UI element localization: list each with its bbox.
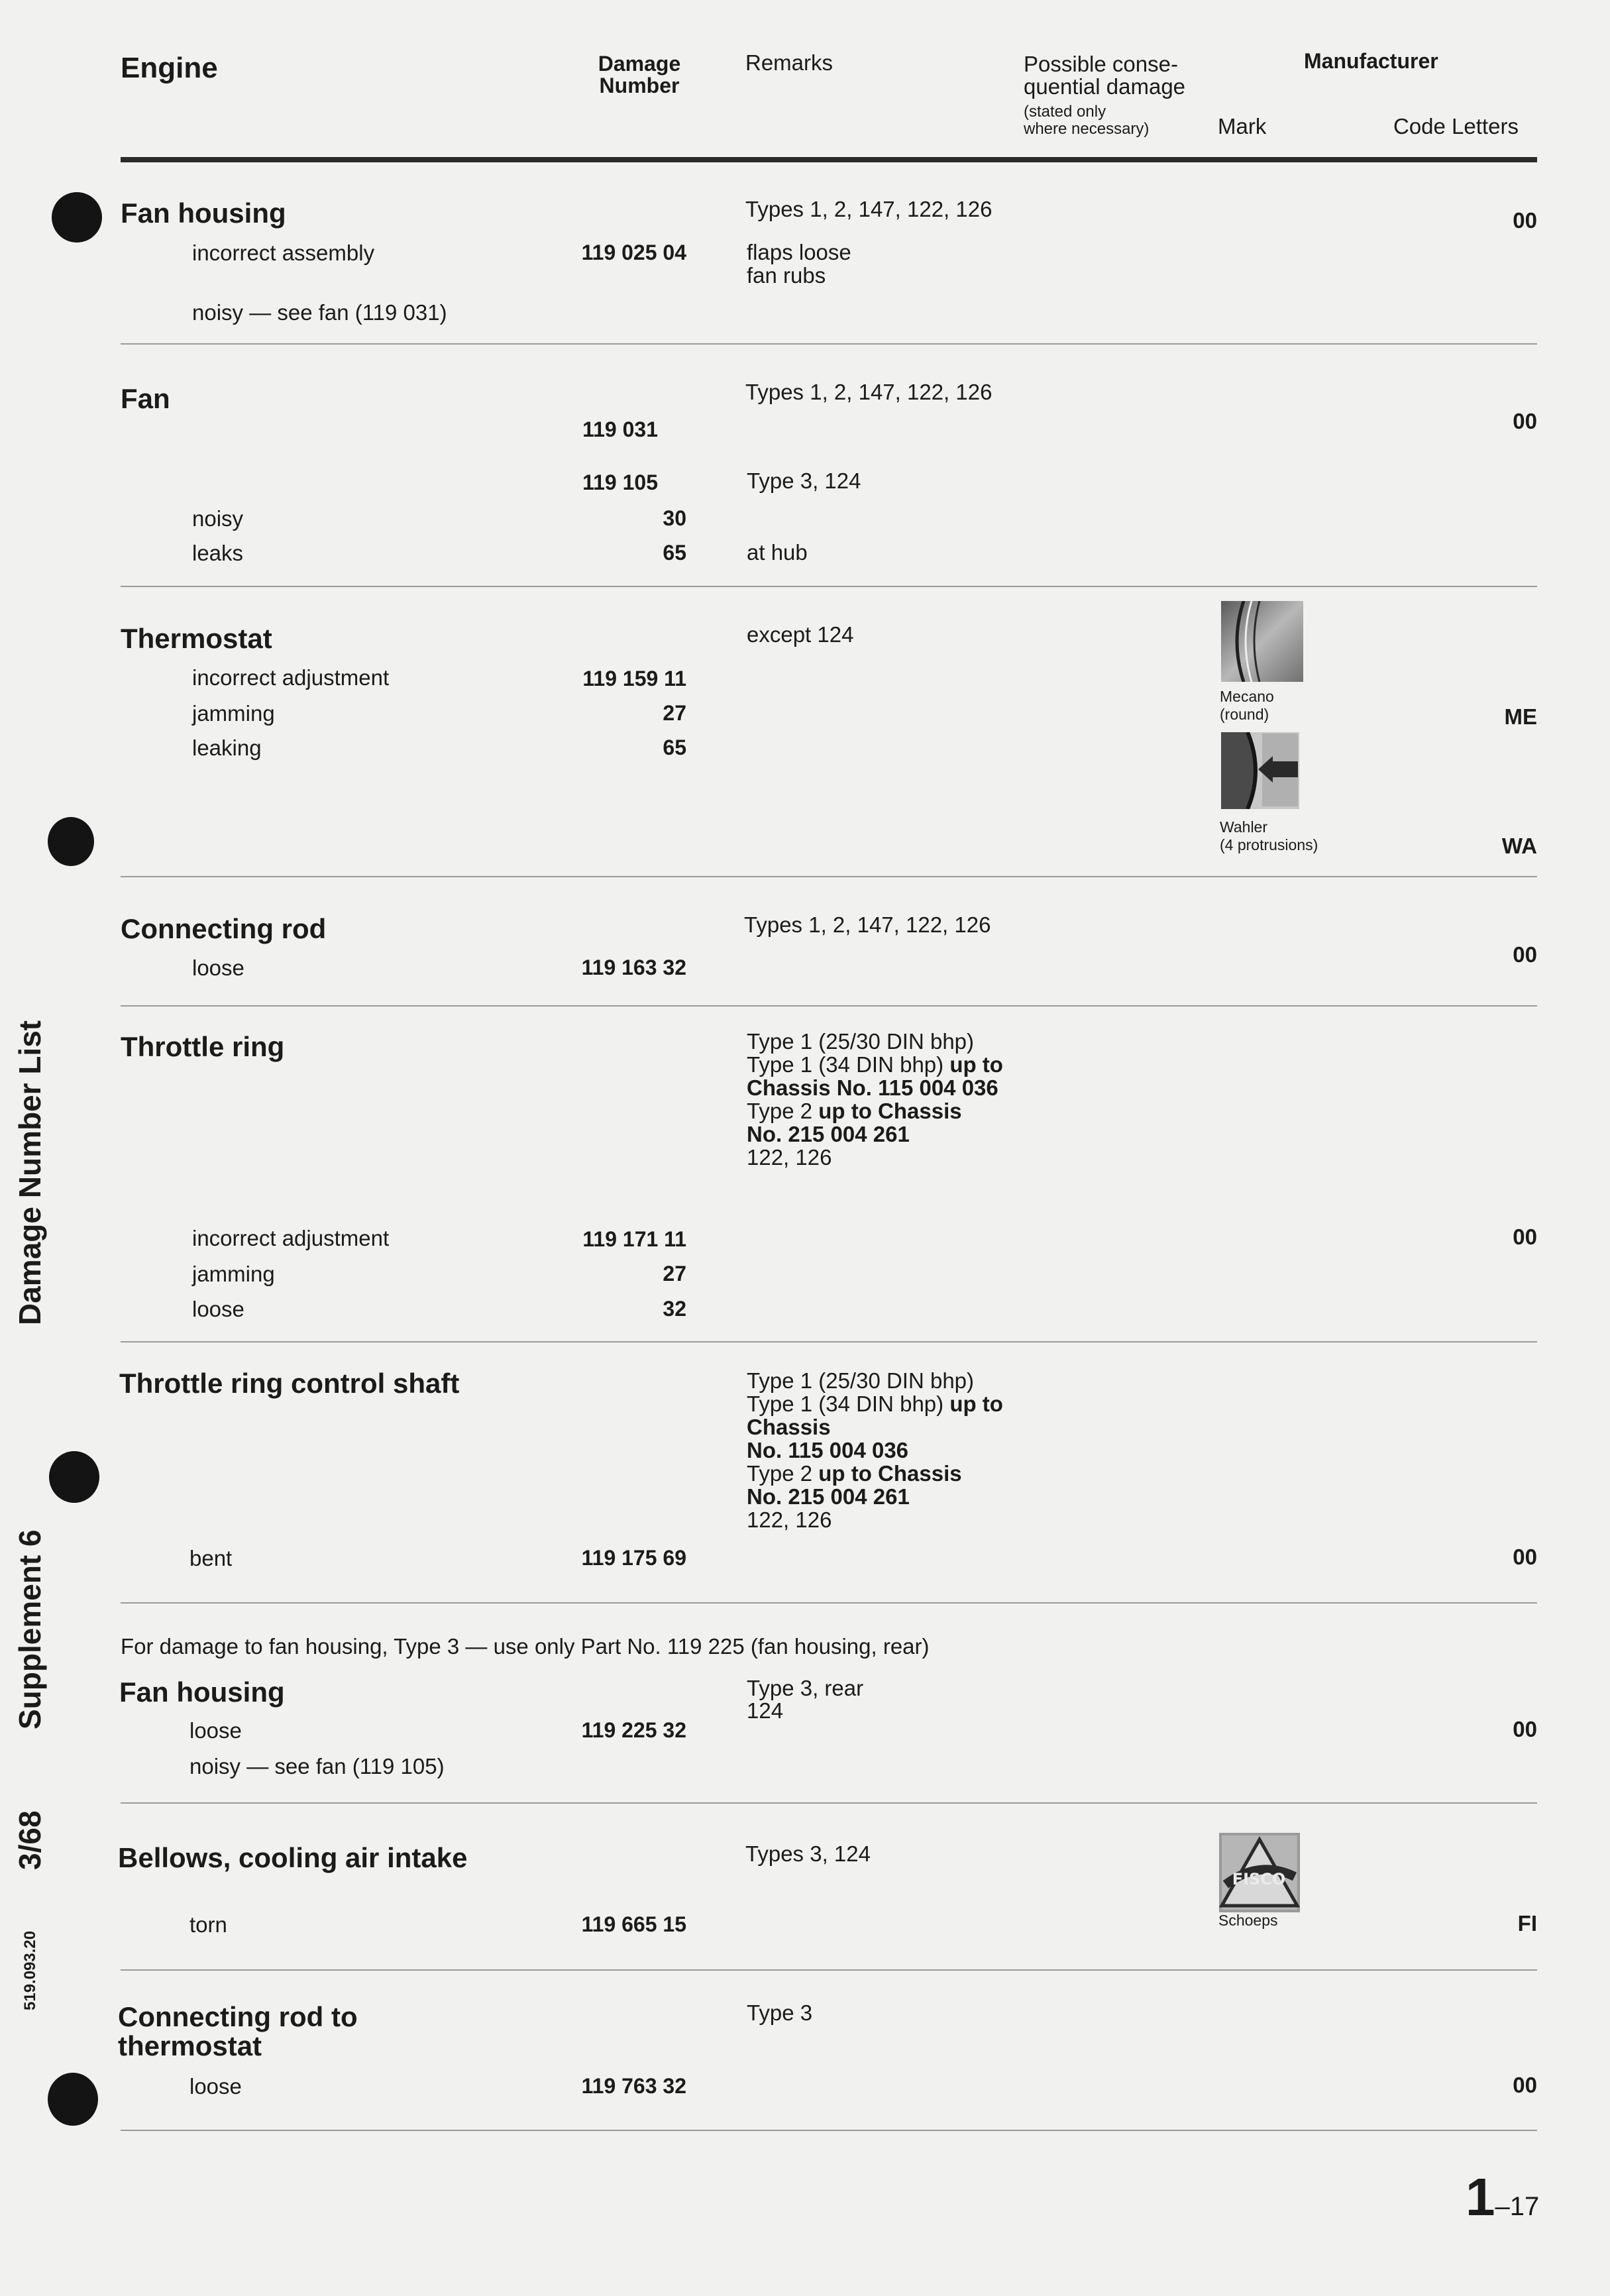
header-manufacturer: Manufacturer [1304, 49, 1438, 73]
wahler-mark-image [1221, 732, 1299, 809]
page-number-sub: –17 [1495, 2192, 1540, 2221]
entry-remark: fan rubs [747, 263, 826, 288]
damage-item: leaks [192, 541, 244, 565]
entry-remark: except 124 [747, 622, 854, 647]
remark-line [747, 1053, 1003, 1076]
remark-line: Type 1 (25/30 DIN bhp) [747, 1029, 975, 1054]
entry-title: Connecting rod [121, 913, 327, 944]
damage-item: incorrect adjustment [192, 665, 390, 690]
code-letters: 00 [1513, 409, 1537, 433]
damage-item: leaking [192, 736, 262, 760]
damage-item: loose [189, 1718, 242, 1743]
entry-remark: Type 3 [747, 2000, 813, 2025]
fisco-logo-text: FISCO [1232, 1870, 1286, 1888]
damage-item: loose [189, 2074, 242, 2099]
page-number-main: 1 [1466, 2167, 1495, 2226]
entry-remark: Types 1, 2, 147, 122, 126 [745, 197, 993, 221]
header-possible-line1: Possible conse- [1024, 52, 1178, 76]
section-divider [121, 1602, 1537, 1604]
mecano-mark-image [1221, 601, 1303, 682]
section-divider [121, 2130, 1537, 2131]
remark-line [747, 1415, 831, 1439]
damage-number: 65 [663, 736, 686, 759]
remark-bold: No. 115 004 036 [747, 1438, 909, 1462]
damage-item: loose [192, 1297, 244, 1321]
remark-bold: Chassis No. 115 004 036 [747, 1075, 998, 1100]
header-possible-line2: quential damage [1024, 74, 1186, 99]
remark-line [747, 1462, 962, 1485]
remark-line: 122, 126 [747, 1507, 832, 1532]
punch-hole-upper [48, 817, 94, 866]
margin-date: 3/68 [13, 1810, 47, 1870]
damage-item: loose [192, 956, 244, 980]
section-divider [121, 343, 1537, 345]
damage-number: 119 175 69 [581, 1546, 686, 1570]
mark-caption: (round) [1220, 706, 1269, 723]
section-divider [121, 1969, 1537, 1971]
code-letters: 00 [1513, 1225, 1537, 1249]
header-stated-line1: (stated only [1024, 103, 1106, 121]
code-letters: 00 [1513, 1717, 1537, 1741]
header-rule [121, 157, 1537, 162]
entry-remark: Type 3, rear [747, 1676, 864, 1700]
header-damage-line2: Number [599, 74, 680, 97]
section-divider [121, 1802, 1537, 1804]
entry-remark: Types 3, 124 [745, 1841, 871, 1866]
damage-number: 119 763 32 [581, 2074, 686, 2098]
remark-bold: up to [949, 1052, 1003, 1077]
code-letters: WA [1501, 834, 1537, 858]
entry-title: Fan housing [119, 1676, 285, 1708]
code-letters: 00 [1513, 208, 1537, 233]
remark-line: 122, 126 [747, 1145, 832, 1170]
mark-caption: (4 protrusions) [1220, 836, 1318, 853]
margin-reference: 519.093.20 [21, 1930, 39, 2010]
remark-bold: No. 215 004 261 [747, 1484, 910, 1509]
entry-remark: 124 [747, 1698, 784, 1723]
remark-text: Type 2 [747, 1099, 819, 1123]
entry-title: Thermostat [121, 623, 272, 654]
code-letters: 00 [1513, 2073, 1537, 2097]
entry-title-line2: thermostat [118, 2030, 262, 2061]
entry-remark: Types 1, 2, 147, 122, 126 [745, 380, 993, 404]
damage-item: jamming [192, 1262, 275, 1286]
code-letters: 00 [1513, 1545, 1537, 1569]
section-divider [121, 1341, 1537, 1342]
punch-hole-bottom [48, 2073, 98, 2126]
damage-number: 27 [663, 1262, 686, 1285]
entry-title: Bellows, cooling air intake [118, 1842, 468, 1873]
entry-remark: flaps loose [747, 240, 851, 264]
remark-bold: up to [949, 1392, 1003, 1416]
damage-item: incorrect adjustment [192, 1226, 390, 1250]
entry-remark: at hub [747, 540, 808, 565]
damage-number: 119 025 04 [581, 241, 686, 264]
punch-hole-middle [49, 1451, 99, 1503]
header-mark: Mark [1218, 114, 1267, 138]
damage-number: 119 105 [582, 470, 658, 494]
damage-item: jamming [192, 701, 275, 726]
punch-hole-top [52, 192, 102, 243]
mark-caption: Mecano [1220, 688, 1274, 705]
header-stated-line2: where necessary) [1024, 120, 1150, 138]
remark-line [747, 1099, 962, 1122]
remark-text: Type 2 [747, 1461, 819, 1486]
damage-number: 119 171 11 [582, 1227, 686, 1251]
damage-item: noisy — see fan (119 031) [192, 300, 447, 325]
entry-title: Throttle ring [121, 1031, 285, 1062]
entry-title: Throttle ring control shaft [119, 1368, 460, 1399]
remark-bold: Chassis [747, 1415, 831, 1439]
remark-bold: up to Chassis [818, 1099, 962, 1123]
page-number [1466, 2167, 1539, 2228]
entry-title: Fan [121, 383, 170, 414]
entry-remark: Types 1, 2, 147, 122, 126 [744, 912, 991, 937]
code-letters: FI [1517, 1911, 1537, 1936]
damage-item: incorrect assembly [192, 241, 375, 265]
margin-list-title: Damage Number List [13, 1020, 47, 1325]
remark-text: Type 1 (34 DIN bhp) [747, 1392, 950, 1416]
damage-number: 32 [663, 1297, 686, 1321]
section-divider [121, 876, 1537, 877]
header-damage-number [583, 53, 696, 97]
remark-text: Type 1 (34 DIN bhp) [747, 1052, 950, 1077]
entry-remark: Type 3, 124 [747, 468, 861, 493]
entry-title: Connecting rod to [118, 2001, 358, 2032]
damage-number: 119 163 32 [581, 956, 686, 979]
remark-line [747, 1439, 908, 1462]
mark-caption: Wahler [1220, 818, 1267, 836]
code-letters: 00 [1513, 942, 1537, 967]
section-title: Engine [121, 52, 218, 84]
remark-line [747, 1076, 998, 1099]
damage-number: 27 [663, 701, 686, 725]
remark-line [747, 1485, 910, 1508]
remark-bold: up to Chassis [818, 1461, 962, 1486]
section-divider [121, 1005, 1537, 1007]
header-code-letters: Code Letters [1393, 114, 1519, 138]
fisco-logo-image [1219, 1833, 1300, 1912]
header-remarks: Remarks [745, 50, 833, 75]
mark-caption: Schoeps [1218, 1912, 1278, 1929]
damage-item: noisy [192, 506, 244, 531]
damage-number: 30 [663, 506, 686, 530]
header-damage-line1: Damage [598, 52, 681, 76]
damage-number: 119 225 32 [581, 1718, 686, 1742]
damage-item: bent [189, 1546, 233, 1570]
damage-number: 119 031 [582, 417, 658, 441]
damage-number: 65 [663, 541, 686, 565]
damage-item: noisy — see fan (119 105) [189, 1754, 445, 1778]
damage-item: torn [189, 1912, 227, 1937]
damage-number: 119 159 11 [582, 667, 686, 690]
remark-line [747, 1122, 910, 1146]
margin-supplement: Supplement 6 [13, 1529, 47, 1729]
remark-bold: No. 215 004 261 [747, 1122, 910, 1146]
entry-title: Fan housing [121, 197, 286, 229]
remark-line [747, 1392, 1003, 1415]
section-divider [121, 586, 1537, 587]
code-letters: ME [1504, 704, 1537, 729]
damage-number: 119 665 15 [581, 1912, 686, 1936]
remark-line: Type 1 (25/30 DIN bhp) [747, 1368, 975, 1393]
note-text: For damage to fan housing, Type 3 — use only Part No. 119 225 (fan housing, rear) [121, 1634, 930, 1659]
